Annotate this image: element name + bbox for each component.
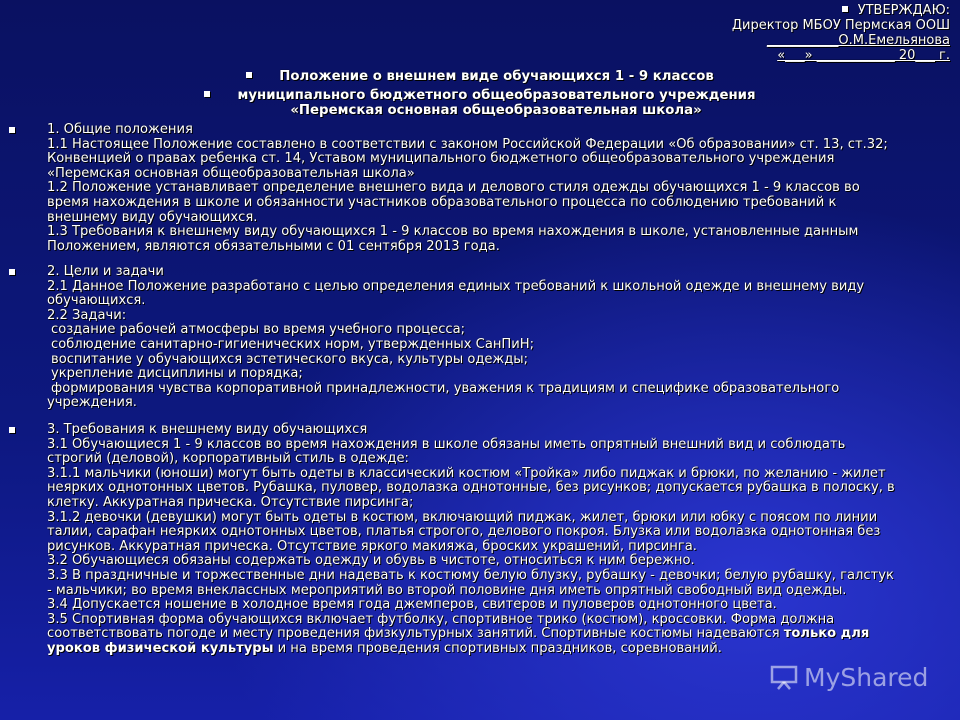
bold-text: только для xyxy=(783,626,870,642)
paragraph: клетку. Аккуратная прическа. Отсутствие пирсинга; xyxy=(47,494,414,510)
paragraph: 1.1 Настоящее Положение составлено в соответствии с законом Российской Федерации «Об образовании» ст. 13, ст.32; xyxy=(47,136,888,152)
paragraph: - мальчики; во время внеклассных мероприятий во второй половине дня иметь опрятный свободный вид одежды. xyxy=(47,582,847,598)
list-item: создание рабочей атмосферы во время учебного процесса; xyxy=(51,322,466,338)
paragraph xyxy=(47,627,947,642)
paragraph: 2.2 Задачи: xyxy=(47,307,127,323)
paragraph: Положением, являются обязательными с 01 сентября 2013 года. xyxy=(47,238,500,254)
section-general xyxy=(47,123,947,254)
bullet-icon xyxy=(9,269,15,275)
bullet-icon xyxy=(204,91,210,97)
subtitle-line-2: «Перемская основная общеобразовательная школа» xyxy=(290,103,702,118)
section-requirements xyxy=(47,423,947,657)
approval-signature: ___________О.М.Емельянова xyxy=(766,33,950,48)
paragraph: строгий (деловой), корпоративный стиль в одежде: xyxy=(47,451,409,467)
bullet-icon xyxy=(842,6,848,12)
paragraph: «Перемская основная общеобразовательная школа» xyxy=(47,165,415,181)
paragraph: талии, сарафан неярких однотонных цветов, платья строгого, делового покроя. Блузка или водолазка однотонная без xyxy=(47,524,881,540)
approval-block xyxy=(690,3,950,63)
title-line: Положение о внешнем виде обучающихся 1 - 9 классов xyxy=(279,69,714,84)
paragraph: 1.2 Положение устанавливает определение внешнего вида и делового стиля одежды обучающихся 1 - 9 классов во xyxy=(47,180,860,196)
presentation-icon xyxy=(770,664,798,690)
section-goals xyxy=(47,265,947,411)
paragraph: 3.4 Допускается ношение в холодное время года джемперов, свитеров и пуловеров однотонного цвета. xyxy=(47,597,777,613)
paragraph: неярких однотонных цветов. Рубашка, пуловер, водолазка однотонные, без рисунков; допускается рубашка в полоску, в xyxy=(47,480,895,496)
paragraph xyxy=(47,642,947,657)
approval-director: Директор МБОУ Пермская ООШ xyxy=(731,18,950,33)
text-run: соответствовать погоде и месту проведения физкультурных занятий. Спортивные костюмы надеваются xyxy=(47,626,784,642)
section-heading: 2. Цели и задачи xyxy=(47,264,164,279)
list-item: учреждения. xyxy=(47,395,137,411)
paragraph: 3.1.1 мальчики (юноши) могут быть одеты в классический костюм «Тройка» либо пиджак и брюки, по желанию - жилет xyxy=(47,465,886,481)
document-subtitle xyxy=(0,88,960,118)
paragraph: 3.1 Обучающиеся 1 - 9 классов во время нахождения в школе обязаны иметь опрятный внешний вид и соблюдать xyxy=(47,436,846,452)
paragraph: 3.1.2 девочки (девушки) могут быть одеты в костюм, включающий пиджак, жилет, брюки или юбку с поясом по линии xyxy=(47,509,878,525)
paragraph: время нахождения в школе и обязанности участников образовательного процесса по соблюдению требований к xyxy=(47,194,837,210)
subtitle-line-1: муниципального бюджетного общеобразовательного учреждения xyxy=(237,88,756,103)
text-run: и на время проведения спортивных праздников, соревнований. xyxy=(273,640,722,656)
paragraph: 3.3 В праздничные и торжественные дни надевать к костюму белую блузку, рубашку - девочки; белую рубашку, галстук xyxy=(47,567,894,583)
paragraph: внешнему виду обучающихся. xyxy=(47,209,258,225)
watermark xyxy=(770,662,928,692)
paragraph: 3.5 Спортивная форма обучающихся включает футболку, спортивное трико (костюм), кроссовки. Форма должна xyxy=(47,611,835,627)
paragraph: обучающихся. xyxy=(47,293,146,309)
bullet-icon xyxy=(9,427,15,433)
watermark-text: MyShared xyxy=(804,662,929,692)
list-item: формирования чувства корпоративной принадлежности, уважения к традициям и специфике образовательного xyxy=(51,380,840,396)
list-item: воспитание у обучающихся эстетического вкуса, культуры одежды; xyxy=(51,351,529,367)
paragraph: Конвенцией о правах ребенка ст. 14, Уставом муниципального бюджетного общеобразовательного учреждения xyxy=(47,151,835,167)
list-item: соблюдение санитарно-гигиенических норм, утвержденных СанПиН; xyxy=(51,336,535,352)
paragraph: 1.3 Требования к внешнему виду обучающихся 1 - 9 классов во время нахождения в школе, установленные данным xyxy=(47,224,859,240)
section-heading: 3. Требования к внешнему виду обучающихся xyxy=(47,422,368,437)
bullet-icon xyxy=(9,127,15,133)
document-title xyxy=(0,69,960,84)
paragraph: рисунков. Аккуратная прическа. Отсутствие яркого макияжа, броских украшений, пирсинга. xyxy=(47,538,697,554)
section-heading: 1. Общие положения xyxy=(47,122,193,137)
bullet-icon xyxy=(246,72,252,78)
paragraph: 2.1 Данное Положение разработано с целью определения единых требований к школьной одежде и внешнему виду xyxy=(47,278,865,294)
approval-date: «___» ____________ 20___ г. xyxy=(777,48,950,63)
list-item: укрепление дисциплины и порядка; xyxy=(51,366,303,382)
approval-label: УТВЕРЖДАЮ: xyxy=(857,3,950,18)
bold-text: уроков физической культуры xyxy=(47,640,274,656)
paragraph: 3.2 Обучающиеся обязаны содержать одежду и обувь в чистоте, относиться к ним бережно. xyxy=(47,553,695,569)
